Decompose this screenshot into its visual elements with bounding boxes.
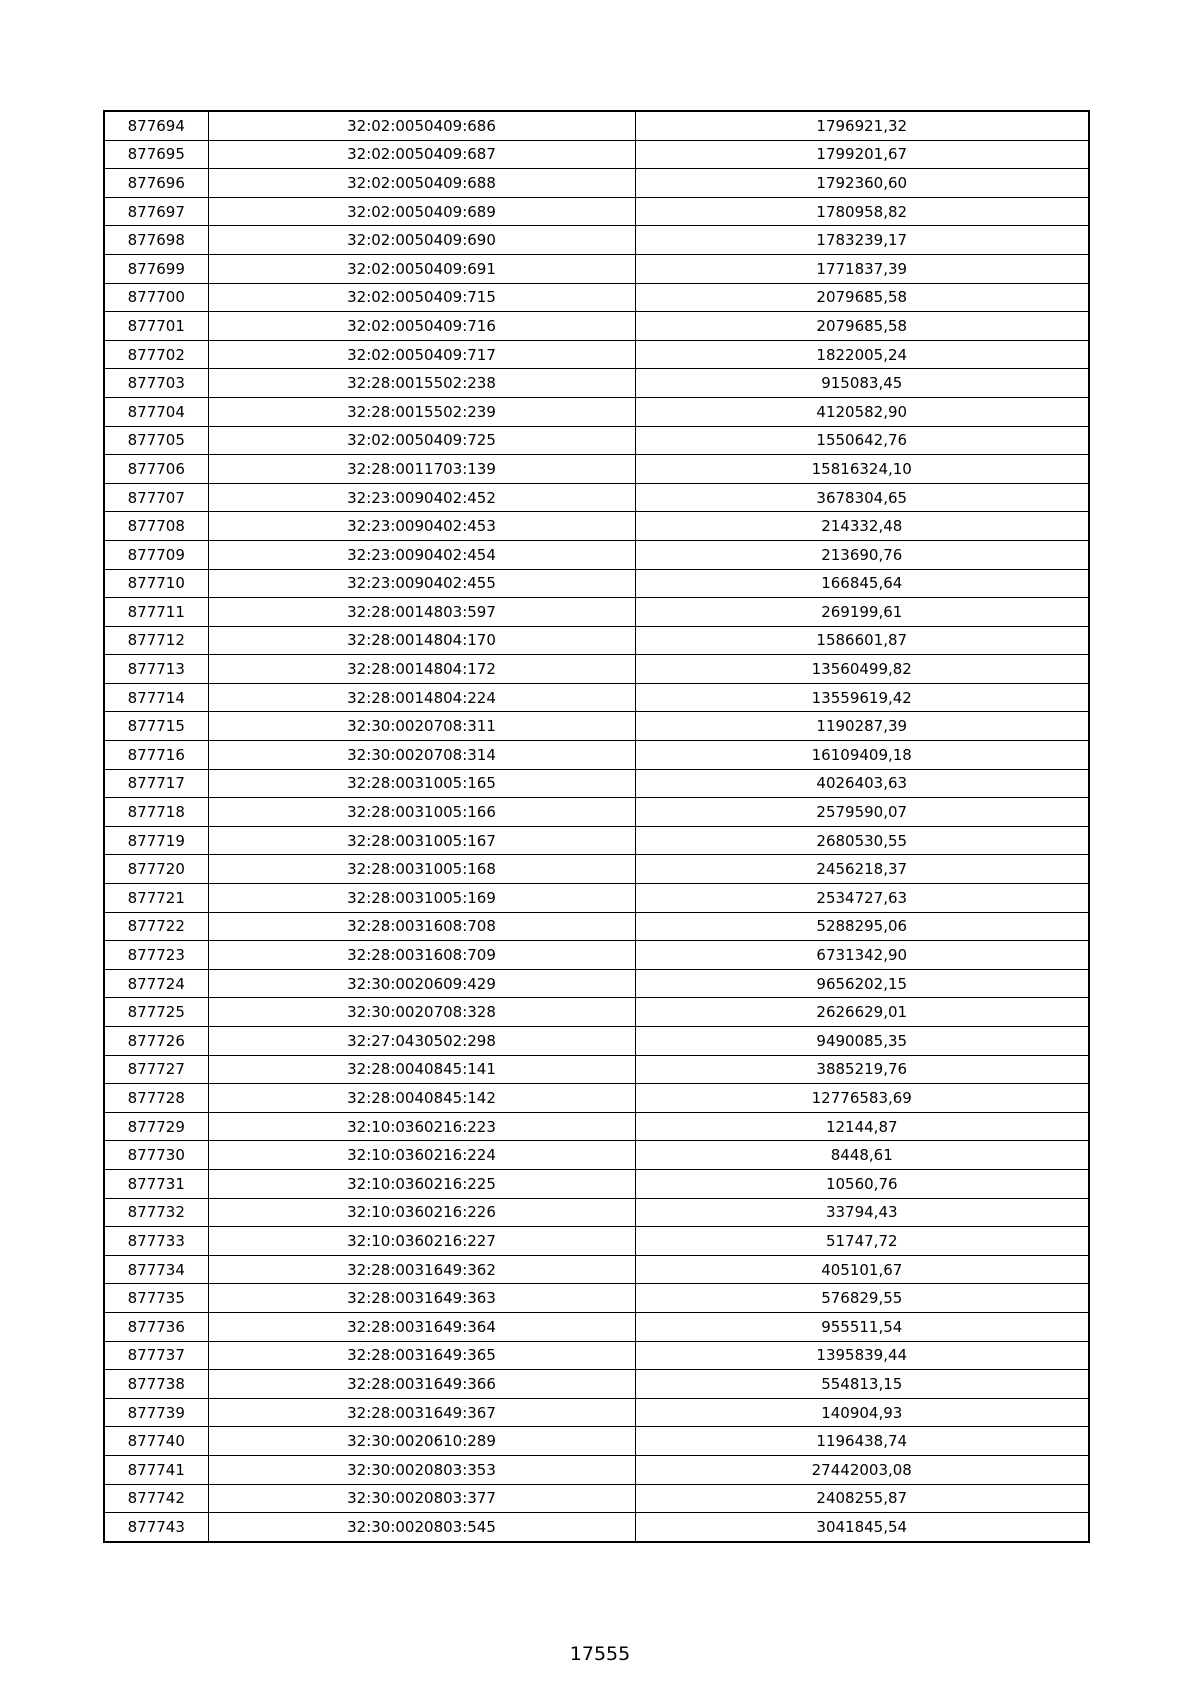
- table-row: [104, 1084, 1089, 1113]
- cadastral-number-cell: 32:28:0031005:166: [208, 798, 635, 827]
- table-row: [104, 1284, 1089, 1313]
- table-row: [104, 1370, 1089, 1399]
- row-number-cell: 877730: [104, 1141, 208, 1170]
- cadastral-number-cell: 32:02:0050409:690: [208, 226, 635, 255]
- table-row: [104, 1198, 1089, 1227]
- row-number-cell: 877739: [104, 1398, 208, 1427]
- cadastral-value-cell: 4026403,63: [635, 769, 1089, 798]
- cadastral-value-cell: 140904,93: [635, 1398, 1089, 1427]
- page-number: 17555: [569, 1643, 631, 1665]
- cadastral-number-cell: 32:28:0011703:139: [208, 455, 635, 484]
- row-number-cell: 877696: [104, 169, 208, 198]
- row-number-cell: 877734: [104, 1255, 208, 1284]
- cadastral-number-cell: 32:02:0050409:688: [208, 169, 635, 198]
- row-number-cell: 877706: [104, 455, 208, 484]
- cadastral-number-cell: 32:10:0360216:225: [208, 1169, 635, 1198]
- cadastral-value-cell: 12776583,69: [635, 1084, 1089, 1113]
- row-number-cell: 877705: [104, 426, 208, 455]
- cadastral-number-cell: 32:28:0031649:365: [208, 1341, 635, 1370]
- cadastral-value-cell: 269199,61: [635, 598, 1089, 627]
- cadastral-value-cell: 576829,55: [635, 1284, 1089, 1313]
- table-row: [104, 912, 1089, 941]
- cadastral-value-cell: 10560,76: [635, 1169, 1089, 1198]
- cadastral-number-cell: 32:23:0090402:452: [208, 483, 635, 512]
- cadastral-number-cell: 32:28:0014803:597: [208, 598, 635, 627]
- row-number-cell: 877702: [104, 340, 208, 369]
- cadastral-number-cell: 32:23:0090402:455: [208, 569, 635, 598]
- cadastral-number-cell: 32:30:0020803:545: [208, 1513, 635, 1542]
- table-row: [104, 1255, 1089, 1284]
- cadastral-number-cell: 32:28:0031608:709: [208, 941, 635, 970]
- cadastral-value-cell: 213690,76: [635, 540, 1089, 569]
- table-row: [104, 197, 1089, 226]
- row-number-cell: 877727: [104, 1055, 208, 1084]
- cadastral-value-cell: 166845,64: [635, 569, 1089, 598]
- row-number-cell: 877709: [104, 540, 208, 569]
- cadastral-value-cell: 915083,45: [635, 369, 1089, 398]
- row-number-cell: 877714: [104, 683, 208, 712]
- table-row: [104, 283, 1089, 312]
- table-row: [104, 683, 1089, 712]
- cadastral-number-cell: 32:28:0031608:708: [208, 912, 635, 941]
- table-row: [104, 1312, 1089, 1341]
- cadastral-value-cell: 27442003,08: [635, 1455, 1089, 1484]
- cadastral-value-cell: 1783239,17: [635, 226, 1089, 255]
- cadastral-number-cell: 32:30:0020803:353: [208, 1455, 635, 1484]
- cadastral-number-cell: 32:10:0360216:224: [208, 1141, 635, 1170]
- table-row: [104, 655, 1089, 684]
- row-number-cell: 877728: [104, 1084, 208, 1113]
- table-row: [104, 598, 1089, 627]
- row-number-cell: 877724: [104, 969, 208, 998]
- table-row: [104, 1427, 1089, 1456]
- table-row: [104, 1455, 1089, 1484]
- row-number-cell: 877741: [104, 1455, 208, 1484]
- cadastral-value-cell: 3678304,65: [635, 483, 1089, 512]
- table-row: [104, 512, 1089, 541]
- row-number-cell: 877738: [104, 1370, 208, 1399]
- table-row: [104, 369, 1089, 398]
- cadastral-number-cell: 32:28:0031005:168: [208, 855, 635, 884]
- cadastral-number-cell: 32:02:0050409:686: [208, 111, 635, 140]
- cadastral-value-cell: 405101,67: [635, 1255, 1089, 1284]
- cadastral-value-cell: 51747,72: [635, 1227, 1089, 1256]
- row-number-cell: 877699: [104, 254, 208, 283]
- cadastral-number-cell: 32:02:0050409:725: [208, 426, 635, 455]
- table-row: [104, 312, 1089, 341]
- cadastral-number-cell: 32:28:0031649:364: [208, 1312, 635, 1341]
- row-number-cell: 877736: [104, 1312, 208, 1341]
- table-row: [104, 1027, 1089, 1056]
- cadastral-value-cell: 8448,61: [635, 1141, 1089, 1170]
- table-row: [104, 941, 1089, 970]
- cadastral-number-cell: 32:28:0031005:169: [208, 884, 635, 913]
- cadastral-number-cell: 32:28:0040845:142: [208, 1084, 635, 1113]
- cadastral-value-cell: 2456218,37: [635, 855, 1089, 884]
- cadastral-number-cell: 32:02:0050409:689: [208, 197, 635, 226]
- row-number-cell: 877716: [104, 741, 208, 770]
- row-number-cell: 877721: [104, 884, 208, 913]
- table-row: [104, 1398, 1089, 1427]
- row-number-cell: 877740: [104, 1427, 208, 1456]
- cadastral-number-cell: 32:23:0090402:453: [208, 512, 635, 541]
- cadastral-number-cell: 32:28:0031005:165: [208, 769, 635, 798]
- cadastral-value-cell: 3041845,54: [635, 1513, 1089, 1542]
- row-number-cell: 877742: [104, 1484, 208, 1513]
- cadastral-value-cell: 1822005,24: [635, 340, 1089, 369]
- table-row: [104, 1484, 1089, 1513]
- cadastral-value-cell: 9490085,35: [635, 1027, 1089, 1056]
- table-row: [104, 998, 1089, 1027]
- cadastral-value-cell: 2079685,58: [635, 312, 1089, 341]
- cadastral-value-cell: 2408255,87: [635, 1484, 1089, 1513]
- cadastral-value-cell: 2079685,58: [635, 283, 1089, 312]
- table-row: [104, 1055, 1089, 1084]
- table-row: [104, 855, 1089, 884]
- row-number-cell: 877707: [104, 483, 208, 512]
- row-number-cell: 877723: [104, 941, 208, 970]
- row-number-cell: 877697: [104, 197, 208, 226]
- row-number-cell: 877731: [104, 1169, 208, 1198]
- table-row: [104, 140, 1089, 169]
- table-row: [104, 769, 1089, 798]
- cadastral-number-cell: 32:10:0360216:223: [208, 1112, 635, 1141]
- cadastral-number-cell: 32:28:0031005:167: [208, 826, 635, 855]
- table-row: [104, 111, 1089, 140]
- table-row: [104, 340, 1089, 369]
- cadastral-value-cell: 2626629,01: [635, 998, 1089, 1027]
- table-row: [104, 426, 1089, 455]
- row-number-cell: 877722: [104, 912, 208, 941]
- table-row: [104, 397, 1089, 426]
- cadastral-number-cell: 32:02:0050409:687: [208, 140, 635, 169]
- row-number-cell: 877698: [104, 226, 208, 255]
- table-row: [104, 254, 1089, 283]
- cadastral-number-cell: 32:30:0020609:429: [208, 969, 635, 998]
- row-number-cell: 877704: [104, 397, 208, 426]
- cadastral-value-cell: 12144,87: [635, 1112, 1089, 1141]
- row-number-cell: 877711: [104, 598, 208, 627]
- cadastral-value-cell: 1586601,87: [635, 626, 1089, 655]
- cadastral-value-cell: 955511,54: [635, 1312, 1089, 1341]
- cadastral-value-cell: 33794,43: [635, 1198, 1089, 1227]
- row-number-cell: 877729: [104, 1112, 208, 1141]
- cadastral-value-cell: 4120582,90: [635, 397, 1089, 426]
- row-number-cell: 877695: [104, 140, 208, 169]
- cadastral-value-cell: 5288295,06: [635, 912, 1089, 941]
- cadastral-number-cell: 32:28:0014804:170: [208, 626, 635, 655]
- cadastral-number-cell: 32:28:0031649:363: [208, 1284, 635, 1313]
- table-row: [104, 1341, 1089, 1370]
- cadastral-value-cell: 1190287,39: [635, 712, 1089, 741]
- cadastral-value-cell: 9656202,15: [635, 969, 1089, 998]
- cadastral-value-cell: 1550642,76: [635, 426, 1089, 455]
- row-number-cell: 877737: [104, 1341, 208, 1370]
- row-number-cell: 877694: [104, 111, 208, 140]
- cadastral-number-cell: 32:02:0050409:716: [208, 312, 635, 341]
- cadastral-number-cell: 32:30:0020803:377: [208, 1484, 635, 1513]
- cadastral-value-cell: 1771837,39: [635, 254, 1089, 283]
- cadastral-value-table: [103, 110, 1090, 1543]
- row-number-cell: 877700: [104, 283, 208, 312]
- cadastral-value-cell: 3885219,76: [635, 1055, 1089, 1084]
- row-number-cell: 877717: [104, 769, 208, 798]
- row-number-cell: 877732: [104, 1198, 208, 1227]
- cadastral-value-cell: 16109409,18: [635, 741, 1089, 770]
- row-number-cell: 877726: [104, 1027, 208, 1056]
- cadastral-value-cell: 13560499,82: [635, 655, 1089, 684]
- cadastral-number-cell: 32:02:0050409:715: [208, 283, 635, 312]
- table-row: [104, 712, 1089, 741]
- row-number-cell: 877701: [104, 312, 208, 341]
- cadastral-number-cell: 32:10:0360216:226: [208, 1198, 635, 1227]
- table-row: [104, 969, 1089, 998]
- cadastral-value-cell: 1792360,60: [635, 169, 1089, 198]
- table-row: [104, 626, 1089, 655]
- table-row: [104, 884, 1089, 913]
- cadastral-value-cell: 6731342,90: [635, 941, 1089, 970]
- cadastral-number-cell: 32:28:0015502:238: [208, 369, 635, 398]
- table-row: [104, 1513, 1089, 1542]
- cadastral-number-cell: 32:28:0031649:366: [208, 1370, 635, 1399]
- cadastral-value-cell: 2534727,63: [635, 884, 1089, 913]
- table-row: [104, 1112, 1089, 1141]
- table-row: [104, 826, 1089, 855]
- row-number-cell: 877710: [104, 569, 208, 598]
- cadastral-value-cell: 1395839,44: [635, 1341, 1089, 1370]
- table-row: [104, 1227, 1089, 1256]
- table-row: [104, 483, 1089, 512]
- row-number-cell: 877713: [104, 655, 208, 684]
- cadastral-value-cell: 1796921,32: [635, 111, 1089, 140]
- row-number-cell: 877703: [104, 369, 208, 398]
- cadastral-number-cell: 32:28:0014804:172: [208, 655, 635, 684]
- cadastral-value-cell: 13559619,42: [635, 683, 1089, 712]
- row-number-cell: 877719: [104, 826, 208, 855]
- cadastral-number-cell: 32:30:0020610:289: [208, 1427, 635, 1456]
- row-number-cell: 877712: [104, 626, 208, 655]
- table-row: [104, 455, 1089, 484]
- cadastral-number-cell: 32:02:0050409:691: [208, 254, 635, 283]
- cadastral-number-cell: 32:28:0031649:362: [208, 1255, 635, 1284]
- cadastral-number-cell: 32:28:0014804:224: [208, 683, 635, 712]
- table-row: [104, 1141, 1089, 1170]
- row-number-cell: 877733: [104, 1227, 208, 1256]
- row-number-cell: 877720: [104, 855, 208, 884]
- cadastral-number-cell: 32:27:0430502:298: [208, 1027, 635, 1056]
- cadastral-value-cell: 2680530,55: [635, 826, 1089, 855]
- cadastral-value-cell: 214332,48: [635, 512, 1089, 541]
- row-number-cell: 877708: [104, 512, 208, 541]
- row-number-cell: 877715: [104, 712, 208, 741]
- row-number-cell: 877735: [104, 1284, 208, 1313]
- table-row: [104, 169, 1089, 198]
- table-row: [104, 226, 1089, 255]
- cadastral-value-cell: 1196438,74: [635, 1427, 1089, 1456]
- cadastral-number-cell: 32:28:0031649:367: [208, 1398, 635, 1427]
- cadastral-number-cell: 32:23:0090402:454: [208, 540, 635, 569]
- cadastral-number-cell: 32:30:0020708:311: [208, 712, 635, 741]
- cadastral-number-cell: 32:30:0020708:314: [208, 741, 635, 770]
- table-row: [104, 540, 1089, 569]
- table-row: [104, 1169, 1089, 1198]
- row-number-cell: 877725: [104, 998, 208, 1027]
- row-number-cell: 877718: [104, 798, 208, 827]
- cadastral-number-cell: 32:10:0360216:227: [208, 1227, 635, 1256]
- cadastral-number-cell: 32:30:0020708:328: [208, 998, 635, 1027]
- table-row: [104, 741, 1089, 770]
- cadastral-number-cell: 32:28:0040845:141: [208, 1055, 635, 1084]
- cadastral-number-cell: 32:28:0015502:239: [208, 397, 635, 426]
- cadastral-value-cell: 1799201,67: [635, 140, 1089, 169]
- table-row: [104, 798, 1089, 827]
- cadastral-value-cell: 1780958,82: [635, 197, 1089, 226]
- row-number-cell: 877743: [104, 1513, 208, 1542]
- table-row: [104, 569, 1089, 598]
- table-body: [104, 111, 1089, 1542]
- cadastral-value-cell: 2579590,07: [635, 798, 1089, 827]
- cadastral-value-cell: 554813,15: [635, 1370, 1089, 1399]
- cadastral-value-cell: 15816324,10: [635, 455, 1089, 484]
- cadastral-number-cell: 32:02:0050409:717: [208, 340, 635, 369]
